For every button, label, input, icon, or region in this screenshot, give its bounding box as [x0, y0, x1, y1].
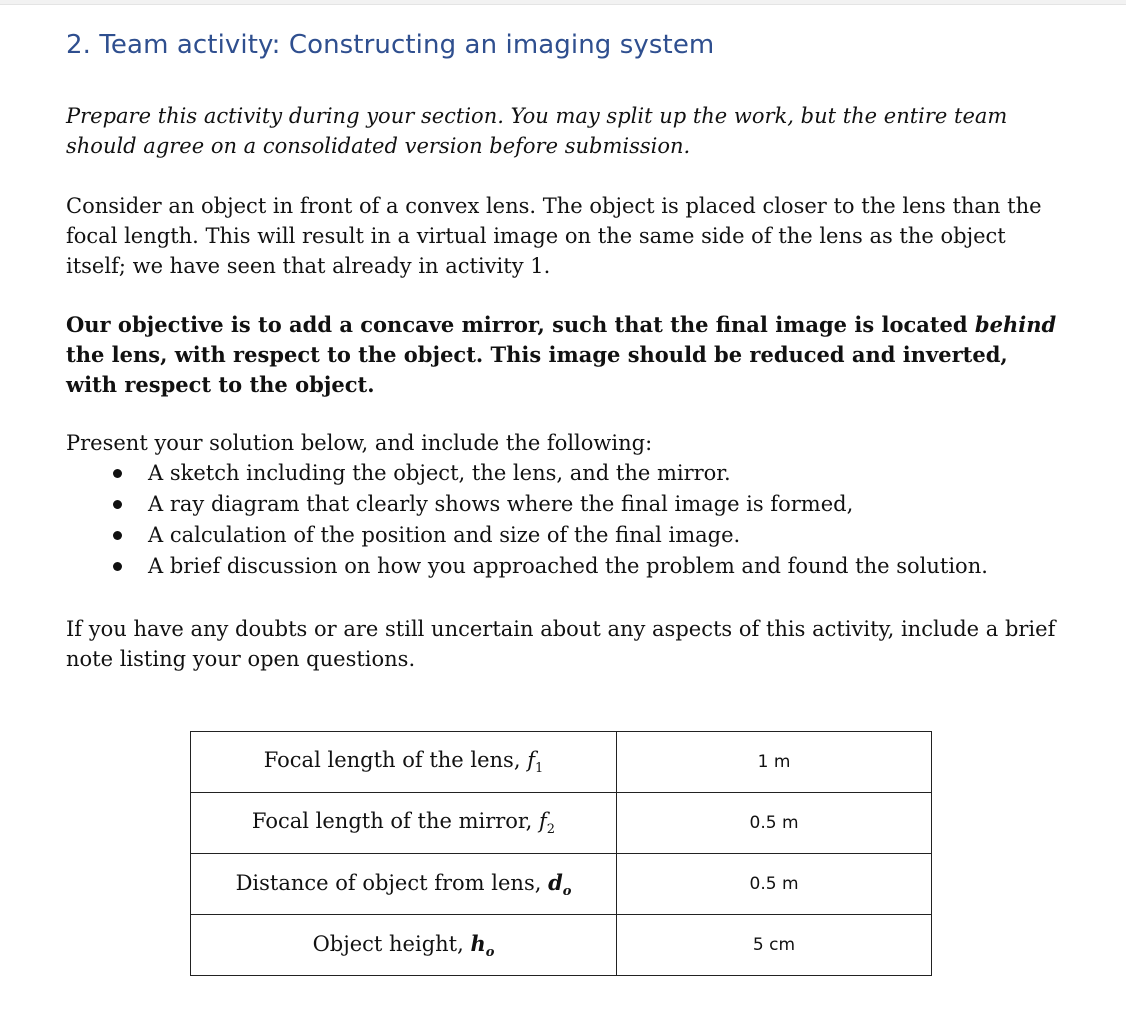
- row-label: [191, 732, 617, 793]
- list-item-text: A sketch including the object, the lens, and the mirror.: [148, 461, 731, 485]
- symbol: f: [527, 748, 535, 772]
- list-item: [110, 520, 988, 551]
- label-text: Focal length of the mirror,: [251, 809, 540, 833]
- symbol-subscript: 2: [546, 822, 556, 837]
- parameters-table: [190, 731, 932, 976]
- objective-statement: [66, 310, 1066, 400]
- objective-text-start: Our objective is to add a concave mirror, such that the final image is located: [66, 312, 975, 337]
- symbol-subscript: o: [562, 883, 572, 899]
- requirements-intro: Present your solution below, and include the following:: [66, 431, 653, 455]
- section-heading: 2. Team activity: Constructing an imaging system: [66, 30, 715, 60]
- list-item: [110, 489, 988, 520]
- row-value: 0.5 m: [617, 793, 932, 854]
- list-item-text: A brief discussion on how you approached the problem and found the solution.: [148, 554, 988, 578]
- list-item-text: A ray diagram that clearly shows where the final image is formed,: [148, 492, 854, 516]
- open-questions-note: If you have any doubts or are still uncertain about any aspects of this activity, include a brief note listing your open questions.: [66, 617, 1056, 671]
- table-row: [191, 793, 932, 854]
- row-value: 5 cm: [617, 915, 932, 976]
- symbol: d: [548, 869, 563, 895]
- objective-emphasis: behind: [974, 312, 1057, 337]
- bullet-icon: [113, 562, 122, 571]
- list-item: [110, 458, 988, 489]
- symbol-subscript: o: [485, 944, 495, 960]
- bullet-icon: [113, 531, 122, 540]
- page-top-border: [0, 0, 1126, 5]
- table-row: [191, 732, 932, 793]
- row-label: [191, 793, 617, 854]
- intro-paragraph: Prepare this activity during your section. You may split up the work, but the entire team should agree on a consolidated version before submission.: [66, 104, 1008, 158]
- symbol: h: [470, 930, 486, 956]
- symbol: f: [539, 809, 547, 833]
- table-row: [191, 854, 932, 915]
- problem-description: Consider an object in front of a convex lens. The object is placed closer to the lens than the focal length. This will result in a virtual image on the same side of the lens as the object itself; we have seen that already in activity 1.: [66, 194, 1042, 278]
- requirements-list: [110, 458, 988, 582]
- row-label: [191, 915, 617, 976]
- row-label: [191, 854, 617, 915]
- list-item-text: A calculation of the position and size of the final image.: [148, 523, 741, 547]
- bullet-icon: [113, 469, 122, 478]
- row-value: 1 m: [617, 732, 932, 793]
- list-item: [110, 551, 988, 582]
- label-text: Object height,: [312, 931, 471, 956]
- objective-text-end: the lens, with respect to the object. This image should be reduced and inverted, with respect to the object.: [66, 342, 1008, 397]
- table-row: [191, 915, 932, 976]
- bullet-icon: [113, 500, 122, 509]
- symbol-subscript: 1: [534, 761, 544, 776]
- label-text: Focal length of the lens,: [263, 748, 528, 772]
- row-value: 0.5 m: [617, 854, 932, 915]
- label-text: Distance of object from lens,: [235, 870, 549, 895]
